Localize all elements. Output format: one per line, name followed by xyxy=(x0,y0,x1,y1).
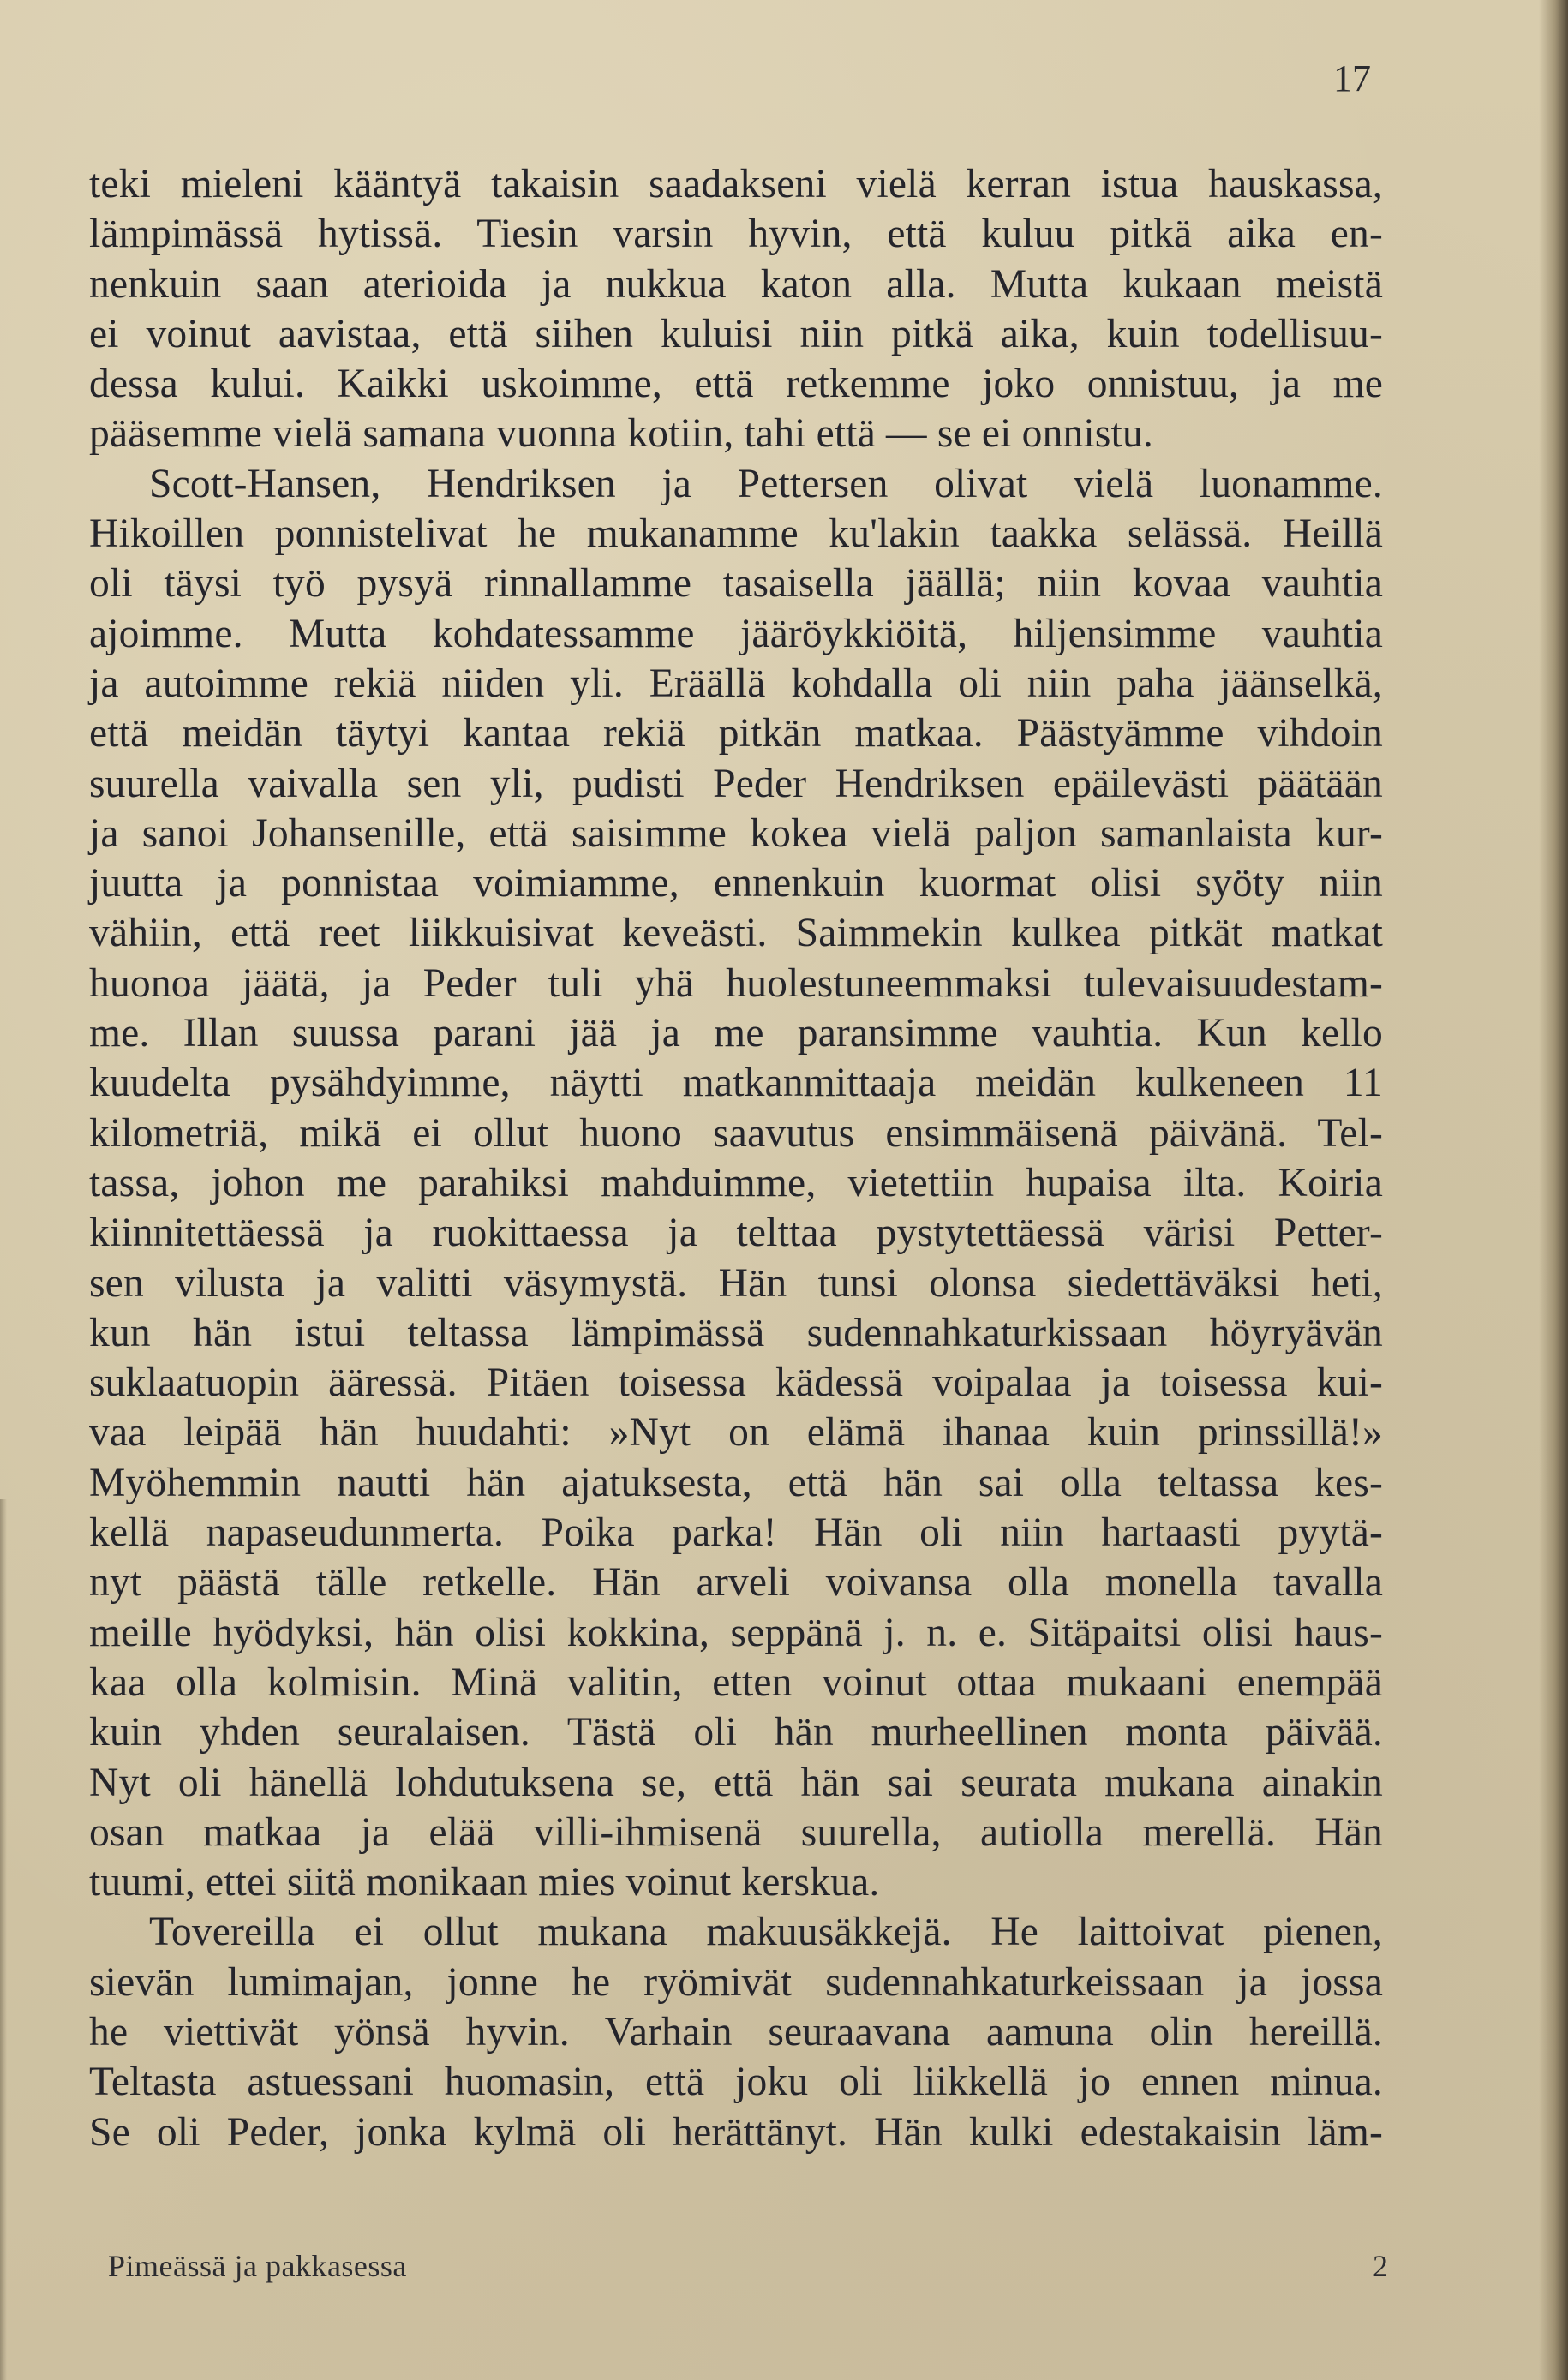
page-gutter-shadow xyxy=(1539,0,1568,2380)
text-line: ei voinut aavistaa, että siihen kuluisi niin pitkä aika, kuin todellisuu- xyxy=(89,311,1383,356)
text-line: kiinnitettäessä ja ruokittaessa ja telttaa pystytettäessä värisi Petter- xyxy=(89,1211,1383,1256)
text-line: että meidän täytyi kantaa rekiä pitkän matkaa. Päästyämme vihdoin xyxy=(89,711,1383,756)
text-line: lämpimässä hytissä. Tiesin varsin hyvin, että kuluu pitkä aika en- xyxy=(89,212,1383,257)
text-line: suurella vaivalla sen yli, pudisti Peder Hendriksen epäilevästi päätään xyxy=(89,761,1383,806)
text-line: Se oli Peder, jonka kylmä oli herättänyt. Hän kulki edestakaisin läm- xyxy=(89,2109,1383,2155)
text-line: Tovereilla ei ollut mukana makuusäkkejä. He laittoivat pienen, xyxy=(149,1910,1383,1955)
text-line: nenkuin saan aterioida ja nukkua katon alla. Mutta kukaan meistä xyxy=(89,261,1383,307)
text-line: he viettivät yönsä hyvin. Varhain seuraavana aamuna olin hereillä. xyxy=(89,2009,1383,2054)
text-line: ajoimme. Mutta kohdatessamme jääröykkiöitä, hiljensimme vauhtia xyxy=(89,611,1383,656)
text-line: sen vilusta ja valitti väsymystä. Hän tunsi olonsa siedettäväksi heti, xyxy=(89,1260,1383,1306)
text-line: me. Illan suussa parani jää ja me paransimme vauhtia. Kun kello xyxy=(89,1011,1383,1056)
text-line: vähiin, että reet liikkuisivat keveästi. Saimmekin kulkea pitkät matkat xyxy=(89,911,1383,956)
text-line: sievän lumimajan, jonne he ryömivät sudennahkaturkeissaan ja jossa xyxy=(89,1959,1383,2005)
text-line: Myöhemmin nautti hän ajatuksesta, että hän sai olla teltassa kes- xyxy=(89,1460,1383,1505)
text-line: suklaatuopin ääressä. Pitäen toisessa kädessä voipalaa ja toisessa kui- xyxy=(89,1360,1383,1406)
text-line: vaa leipää hän huudahti: »Nyt on elämä ihanaa kuin prinssillä!» xyxy=(89,1410,1383,1456)
footer-book-title: Pimeässä ja pakkasessa xyxy=(108,2249,407,2283)
page-number: 17 xyxy=(1333,57,1371,99)
text-line: dessa kului. Kaikki uskoimme, että retkemme joko onnistuu, ja me xyxy=(89,362,1383,407)
text-line: kilometriä, mikä ei ollut huono saavutus ensimmäisenä päivänä. Tel- xyxy=(89,1110,1383,1156)
text-line: kaa olla kolmisin. Minä valitin, etten voinut ottaa mukaani enempää xyxy=(89,1659,1383,1705)
text-line: Nyt oli hänellä lohdutuksena se, että hän sai seurata mukana ainakin xyxy=(89,1760,1383,1805)
signature-mark: 2 xyxy=(1373,2249,1388,2283)
text-line: teki mieleni kääntyä takaisin saadakseni vielä kerran istua hauskassa, xyxy=(89,162,1383,206)
page-edge-shadow xyxy=(0,1499,7,2380)
text-line: pääsemme vielä samana vuonna kotiin, tahi että — se ei onnistu. xyxy=(89,411,1153,457)
text-line: huonoa jäätä, ja Peder tuli yhä huolestuneemmaksi tulevaisuudestam- xyxy=(89,960,1383,1006)
text-line: juutta ja ponnistaa voimiamme, ennenkuin kuormat olisi syöty niin xyxy=(89,861,1383,906)
text-line: kuudelta pysähdyimme, näytti matkanmittaaja meidän kulkeneen 11 xyxy=(89,1061,1383,1106)
text-line: tuumi, ettei siitä monikaan mies voinut kerskua. xyxy=(89,1860,880,1905)
text-line: kun hän istui teltassa lämpimässä sudennahkaturkissaan höyryävän xyxy=(89,1310,1383,1355)
body-text xyxy=(89,159,1383,2157)
text-line: Teltasta astuessani huomasin, että joku oli liikkellä jo ennen minua. xyxy=(89,2060,1383,2105)
text-line: oli täysi työ pysyä rinnallamme tasaisella jäällä; niin kovaa vauhtia xyxy=(89,561,1383,607)
text-line: kellä napaseudunmerta. Poika parka! Hän oli niin hartaasti pyytä- xyxy=(89,1510,1383,1556)
text-line: Scott-Hansen, Hendriksen ja Pettersen olivat vielä luonamme. xyxy=(149,461,1383,506)
text-line: ja sanoi Johansenille, että saisimme kokea vielä paljon samanlaista kur- xyxy=(89,810,1383,856)
text-line: kuin yhden seuralaisen. Tästä oli hän murheellinen monta päivää. xyxy=(89,1710,1383,1755)
text-line: tassa, johon me parahiksi mahduimme, vietettiin hupaisa ilta. Koiria xyxy=(89,1160,1383,1205)
text-line: ja autoimme rekiä niiden yli. Eräällä kohdalla oli niin paha jäänselkä, xyxy=(89,661,1383,706)
text-line: nyt päästä tälle retkelle. Hän arveli voivansa olla monella tavalla xyxy=(89,1560,1383,1606)
text-line: osan matkaa ja elää villi-ihmisenä suurella, autiolla merellä. Hän xyxy=(89,1809,1383,1855)
text-line: Hikoillen ponnistelivat he mukanamme ku'lakin taakka selässä. Heillä xyxy=(89,511,1383,557)
text-line: meille hyödyksi, hän olisi kokkina, seppänä j. n. e. Sitäpaitsi olisi haus- xyxy=(89,1610,1383,1655)
